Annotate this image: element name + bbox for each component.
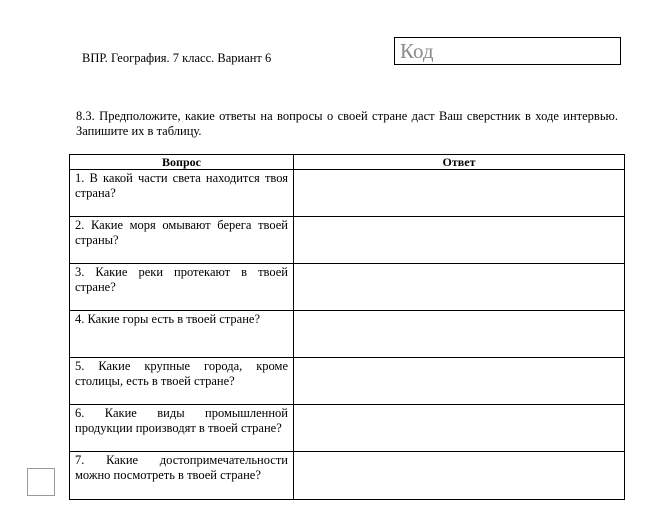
table-row [70,170,625,217]
column-header-answer: Ответ [294,155,625,170]
answer-cell-7[interactable] [294,452,625,500]
question-cell-6: 6. Какие виды промышленной продукции производят в твоей стране? [70,405,294,452]
code-label: Код [400,39,434,63]
table-row [70,311,625,358]
answer-cell-2[interactable] [294,217,625,264]
question-cell-1: 1. В какой части света находится твоя страна? [70,170,294,217]
table-row [70,264,625,311]
question-cell-2: 2. Какие моря омывают берега твоей страны? [70,217,294,264]
table-row [70,405,625,452]
page-title: ВПР. География. 7 класс. Вариант 6 [82,51,272,65]
answer-cell-6[interactable] [294,405,625,452]
answer-cell-5[interactable] [294,358,625,405]
table-row [70,452,625,500]
question-cell-3: 3. Какие реки протекают в твоей стране? [70,264,294,311]
answer-table [69,154,625,500]
question-cell-5: 5. Какие крупные города, кроме столицы, есть в твоей стране? [70,358,294,405]
table-row [70,358,625,405]
table-header-row [70,155,625,170]
marker-square [27,468,55,496]
answer-cell-3[interactable] [294,264,625,311]
task-text: 8.3. Предположите, какие ответы на вопросы о своей стране даст Ваш сверстник в ходе интервью. Запишите их в таблицу. [76,109,618,138]
question-cell-7: 7. Какие достопримечательности можно посмотреть в твоей стране? [70,452,294,500]
code-field[interactable] [394,37,621,65]
question-cell-4: 4. Какие горы есть в твоей стране? [70,311,294,358]
table-row [70,217,625,264]
answer-cell-4[interactable] [294,311,625,358]
answer-cell-1[interactable] [294,170,625,217]
column-header-question: Вопрос [70,155,294,170]
